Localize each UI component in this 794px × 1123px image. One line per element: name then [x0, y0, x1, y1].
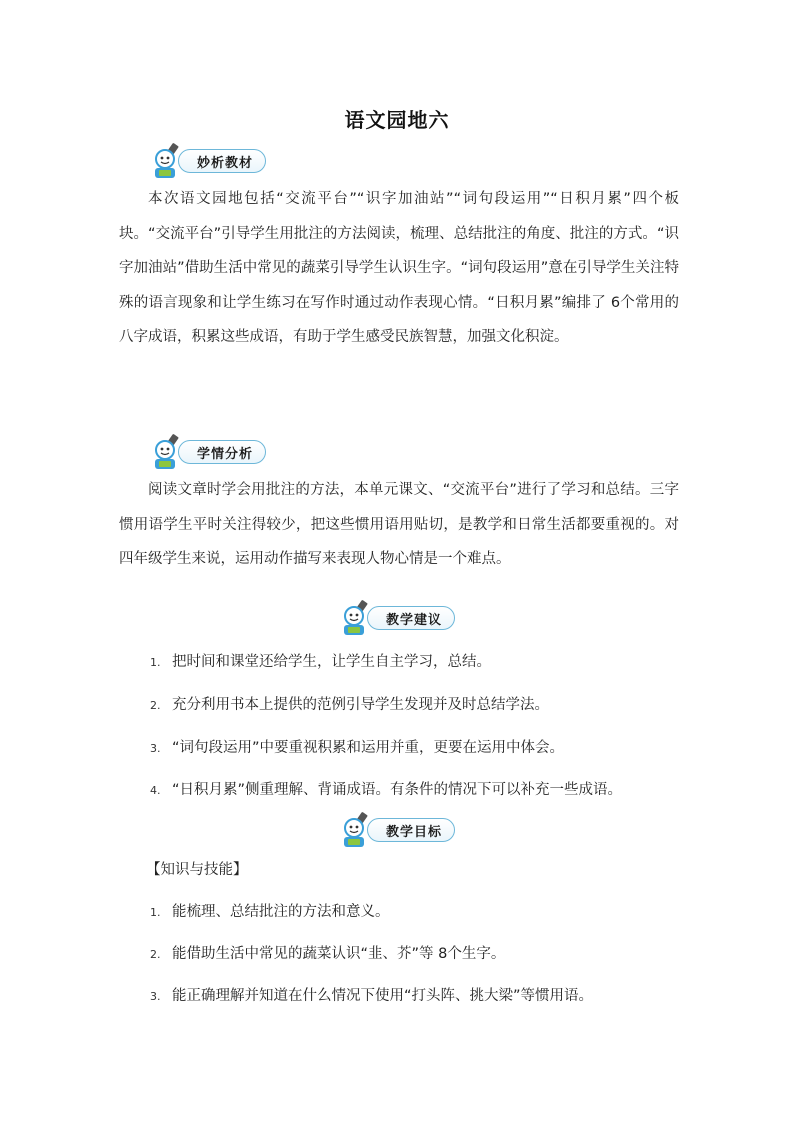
section-badge-label: 教学目标 — [367, 818, 455, 842]
list-item: 1. 把时间和课堂还给学生，让学生自主学习，总结。 — [150, 654, 491, 670]
section-badge-label: 学情分析 — [178, 440, 266, 464]
list-item: 3. 能正确理解并知道在什么情况下使用“打头阵、挑大梁”等惯用语。 — [150, 988, 594, 1004]
page-title: 语文园地六 — [344, 108, 450, 132]
section-badge-goals — [0, 812, 794, 848]
situation-paragraph: 阅读文章时学会用批注的方法，本单元课文、“交流平台”进行了学习和总结。三字惯用语学生平时关注得较少，把这些惯用语用贴切，是教学和日常生活都要重视的。对四年级学生来说，运用动作描写来表现人物心情是一个难点。 — [119, 482, 679, 567]
analysis-paragraph: 本次语文园地包括“交流平台”“识字加油站”“词句段运用”“日积月累”四个板块。“交流平台”引导学生用批注的方法阅读，梳理、总结批注的角度、批注的方式。“识字加油站”借助生活中常见的蔬菜引导学生认识生字。“词句段运用”意在引导学生关注特殊的语言现象和让学生练习在写作时通过动作表现心情。“日积月累”编排了 6个常用的八字成语，积累这些成语，有助于学生感受民族智慧，加强文化积淀。 — [119, 191, 679, 345]
pencil-mascot-icon — [339, 599, 379, 637]
section-badge-label: 教学建议 — [367, 606, 455, 630]
section-badge-suggestions — [0, 600, 794, 636]
section-badge-situation — [150, 434, 266, 470]
list-item: 2. 能借助生活中常见的蔬菜认识“韭、芥”等 8个生字。 — [150, 946, 506, 962]
goals-subheading: 【知识与技能】 — [146, 862, 248, 878]
list-item: 1. 能梳理、总结批注的方法和意义。 — [150, 904, 390, 920]
section-badge-analysis — [150, 143, 266, 179]
list-item: 2. 充分利用书本上提供的范例引导学生发现并及时总结学法。 — [150, 697, 549, 713]
section-badge-label: 妙析教材 — [178, 149, 266, 173]
list-item: 3. “词句段运用”中要重视积累和运用并重，更要在运用中体会。 — [150, 740, 565, 756]
pencil-mascot-icon — [150, 142, 190, 180]
pencil-mascot-icon — [150, 433, 190, 471]
pencil-mascot-icon — [339, 811, 379, 849]
list-item: 4. “日积月累”侧重理解、背诵成语。有条件的情况下可以补充一些成语。 — [150, 782, 623, 798]
